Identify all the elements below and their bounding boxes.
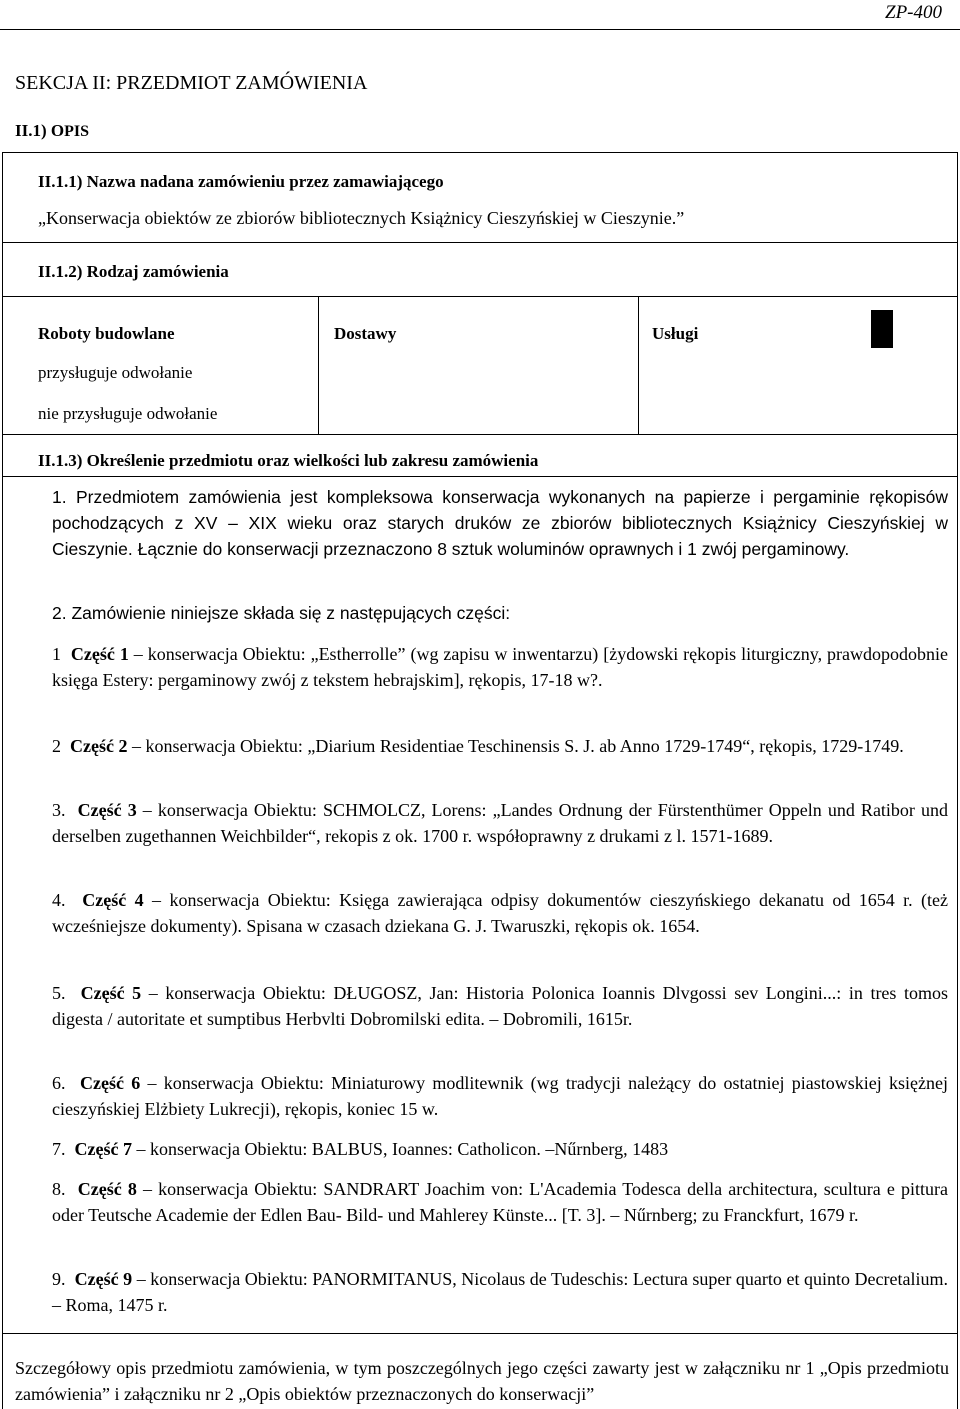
- s113-paragraph-1: 1. Przedmiotem zamówienia jest kompleksowa konserwacja wykonanych na papierze i pergaminie rękopisów pochodzących z XV – XIX wieku oraz starych druków ze zbiorów bibliotecznych Książnicy Cieszyńskiej w Cieszynie. Łącznie do konserwacji przeznaczono 8 sztuk woluminów oprawnych i 1 zwój pergaminowy.: [52, 487, 948, 559]
- part-8-label: Część 8: [77, 1179, 137, 1199]
- rodzaj-col-divider-2: [638, 296, 639, 434]
- box-left-border: [2, 152, 3, 1409]
- part-3: [52, 797, 948, 849]
- part-9-num: 9.: [52, 1269, 66, 1289]
- part-6-text: – konserwacja Obiektu: Miniaturowy modlitewnik (wg tradycji należący do ostatniej piastowskiej księżnej cieszyńskiej Elżbiety Lukrecji), rękopis, koniec 15 w.: [52, 1073, 948, 1119]
- part-3-label: Część 3: [77, 800, 137, 820]
- part-2-text: – konserwacja Obiektu: „Diarium Residentiae Teschinensis S. J. ab Anno 1729-1749“, rękopis, 1729-1749.: [127, 736, 904, 756]
- opis-heading-num: II.1) O: [15, 121, 65, 140]
- part-3-text: – konserwacja Obiektu: SCHMOLCZ, Lorens: „Landes Ordnung der Fürstenthümer Oppeln und Ratibor und derselben zugethannen Weichbilder“, rekopis z ok. 1700 r. współoprawny z drukami z l. 1571-1689.: [52, 800, 948, 846]
- s111-title: II.1.1) Nazwa nadana zamówieniu przez zamawiającego: [38, 172, 444, 191]
- part-8-num: 8.: [52, 1179, 66, 1199]
- part-4: [52, 887, 948, 939]
- part-1: [52, 641, 948, 693]
- part-4-text: – konserwacja Obiektu: Księga zawierająca odpisy dokumentów cieszyńskiego dekanatu od 1654 r. (też wcześniejsze dokumenty). Spisana w czasach dziekana G. J. Twaruszki, rękopis ok. 1654.: [52, 890, 948, 936]
- uslugi-checkbox-marked[interactable]: [871, 310, 893, 348]
- part-5: [52, 980, 948, 1032]
- przysluguje-odwolanie-label: przysługuje odwołanie: [38, 363, 193, 382]
- part-6: [52, 1070, 948, 1122]
- box-right-border: [957, 152, 958, 1409]
- s113-title: II.1.3) Określenie przedmiotu oraz wielkości lub zakresu zamówienia: [38, 451, 539, 470]
- part-5-label: Część 5: [80, 983, 142, 1003]
- s111-divider: [2, 242, 958, 243]
- roboty-budowlane-label: Roboty budowlane: [38, 324, 175, 343]
- part-4-num: 4.: [52, 890, 66, 910]
- rodzaj-col-divider-1: [318, 296, 319, 434]
- box-top-border: [2, 152, 958, 153]
- part-5-num: 5.: [52, 983, 66, 1003]
- part-1-text: – konserwacja Obiektu: „Estherrolle” (wg zapisu w inwentarzu) [żydowski rękopis liturgiczny, prawdopodobnie księga Estery: pergaminowy zwój z tekstem hebrajskim], rękopis, 17-18 w?.: [52, 644, 948, 690]
- part-6-num: 6.: [52, 1073, 66, 1093]
- parts-bottom-divider: [2, 1333, 958, 1334]
- part-1-num: 1: [52, 644, 61, 664]
- s113-paragraph-2: 2. Zamówienie niniejsze składa się z następujących części:: [52, 603, 511, 623]
- uslugi-label: Usługi: [652, 324, 699, 343]
- s113-divider: [2, 476, 958, 477]
- form-code: ZP-400: [885, 2, 942, 23]
- part-9-text: – konserwacja Obiektu: PANORMITANUS, Nicolaus de Tudeschis: Lectura super quarto et quinto Decretalium. – Roma, 1475 r.: [52, 1269, 949, 1315]
- footer-text: Szczegółowy opis przedmiotu zamówienia, w tym poszczególnych jego części zawarty jest w załączniku nr 1 „Opis przedmiotu zamówienia” i załączniku nr 2 „Opis obiektów przeznaczonych do konserwacji”: [15, 1358, 949, 1404]
- s112-bottom-divider: [2, 434, 958, 435]
- s112-title: II.1.2) Rodzaj zamówienia: [38, 262, 229, 281]
- part-3-num: 3.: [52, 800, 66, 820]
- part-7-num: 7.: [52, 1139, 66, 1159]
- part-6-label: Część 6: [80, 1073, 141, 1093]
- nie-przysluguje-odwolanie-label: nie przysługuje odwołanie: [38, 404, 218, 423]
- part-9: [52, 1266, 948, 1318]
- s112-divider: [2, 296, 958, 297]
- part-8: [52, 1176, 948, 1228]
- part-7: [52, 1136, 948, 1162]
- section-title: SEKCJA II: PRZEDMIOT ZAMÓWIENIA: [15, 72, 368, 94]
- part-7-text: – konserwacja Obiektu: BALBUS, Ioannes: Catholicon. –Nűrnberg, 1483: [131, 1139, 669, 1159]
- part-2-num: 2: [52, 736, 61, 756]
- part-9-label: Część 9: [74, 1269, 133, 1289]
- part-2-label: Część 2: [70, 736, 128, 756]
- s111-value: „Konserwacja obiektów ze zbiorów bibliotecznych Książnicy Cieszyńskiej w Cieszynie.”: [38, 208, 685, 228]
- opis-heading: [15, 121, 89, 141]
- dostawy-label: Dostawy: [334, 324, 397, 343]
- part-2: [52, 733, 948, 759]
- part-8-text: – konserwacja Obiektu: SANDRART Joachim von: L'Academia Todesca della architectura, scultura e pittura oder Teutsche Academie der Edlen Bau- Bild- und Mahlerey Künste... [T. 3]. – Nűrnberg; zu Franckfurt, 1679 r.: [52, 1179, 949, 1225]
- header-rule: [0, 29, 960, 30]
- opis-heading-rest: PIS: [64, 123, 90, 140]
- part-1-label: Część 1: [70, 644, 129, 664]
- part-5-text: – konserwacja Obiektu: DŁUGOSZ, Jan: Historia Polonica Ioannis Dlvgossi sev Longini...: in tres tomos digesta / autoritate et sumptibus Herbvlti Dobromilski edita. – Dobromili, 1615r.: [52, 983, 948, 1029]
- part-7-label: Część 7: [74, 1139, 132, 1159]
- part-4-label: Część 4: [82, 890, 144, 910]
